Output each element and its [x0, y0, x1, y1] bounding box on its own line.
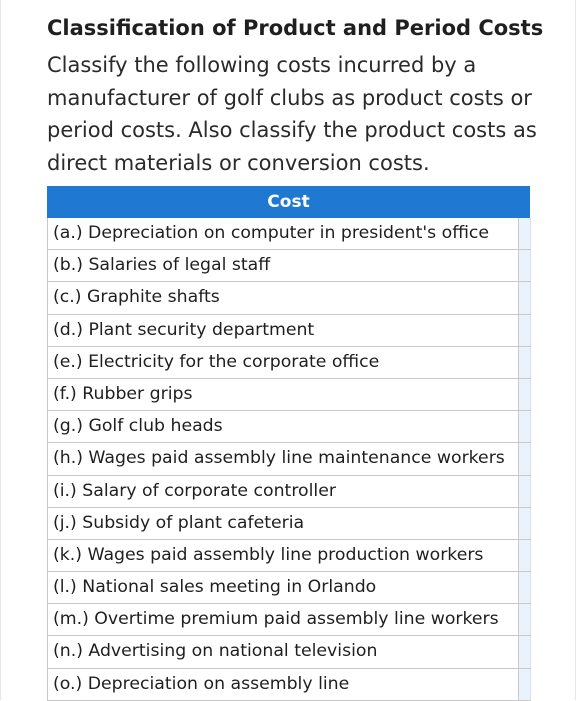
- cost-item-label: (d.) Plant security department: [47, 315, 519, 346]
- table-row: [47, 508, 531, 540]
- answer-column-edge: [519, 443, 531, 474]
- answer-column-edge: [519, 636, 531, 667]
- cost-item-label: (m.) Overtime premium paid assembly line workers: [47, 604, 519, 635]
- table-row: [47, 347, 531, 379]
- answer-column-edge: [519, 315, 531, 346]
- answer-column-edge: [519, 379, 531, 410]
- cost-table: [47, 186, 531, 701]
- table-row: [47, 218, 531, 250]
- cost-item-label: (i.) Salary of corporate controller: [47, 476, 519, 507]
- cost-item-label: (k.) Wages paid assembly line production workers: [47, 540, 519, 571]
- table-row: [47, 636, 531, 668]
- cost-item-label: (l.) National sales meeting in Orlando: [47, 572, 519, 603]
- table-row: [47, 540, 531, 572]
- table-row: [47, 572, 531, 604]
- answer-column-edge: [519, 250, 531, 281]
- table-row: [47, 476, 531, 508]
- cost-column-header: Cost: [47, 186, 530, 218]
- instructions-line: direct materials or conversion costs.: [47, 150, 430, 175]
- table-row: [47, 669, 531, 701]
- cost-item-label: (b.) Salaries of legal staff: [47, 250, 519, 281]
- answer-column-edge: [519, 604, 531, 635]
- instructions-line: period costs. Also classify the product costs as: [47, 118, 537, 142]
- cost-item-label: (j.) Subsidy of plant cafeteria: [47, 508, 519, 539]
- table-row: [47, 411, 531, 443]
- cost-item-label: (o.) Depreciation on assembly line: [47, 669, 519, 700]
- instructions-line: Classify the following costs incurred by a: [47, 53, 477, 77]
- cost-item-label: (n.) Advertising on national television: [47, 636, 519, 667]
- answer-column-edge: [519, 347, 531, 378]
- table-row: [47, 282, 531, 314]
- answer-column-edge: [519, 282, 531, 313]
- cost-item-label: (h.) Wages paid assembly line maintenance workers: [47, 443, 519, 474]
- answer-column-edge: [519, 218, 531, 249]
- cost-table-body: [47, 218, 531, 701]
- cost-item-label: (g.) Golf club heads: [47, 411, 519, 442]
- answer-column-edge: [519, 508, 531, 539]
- table-row: [47, 443, 531, 475]
- table-row: [47, 315, 531, 347]
- instructions: [47, 49, 547, 179]
- cost-item-label: (e.) Electricity for the corporate office: [47, 347, 519, 378]
- answer-column-edge: [519, 669, 531, 700]
- cost-item-label: (c.) Graphite shafts: [47, 282, 519, 313]
- answer-column-edge: [519, 572, 531, 603]
- answer-column-edge: [519, 540, 531, 571]
- table-row: [47, 604, 531, 636]
- table-row: [47, 250, 531, 282]
- cost-item-label: (f.) Rubber grips: [47, 379, 519, 410]
- table-row: [47, 379, 531, 411]
- answer-column-edge: [519, 476, 531, 507]
- cost-item-label: (a.) Depreciation on computer in president's office: [47, 218, 519, 249]
- instructions-line: manufacturer of golf clubs as product costs or: [47, 85, 532, 110]
- page-title: Classification of Product and Period Costs: [47, 16, 544, 40]
- answer-column-edge: [519, 411, 531, 442]
